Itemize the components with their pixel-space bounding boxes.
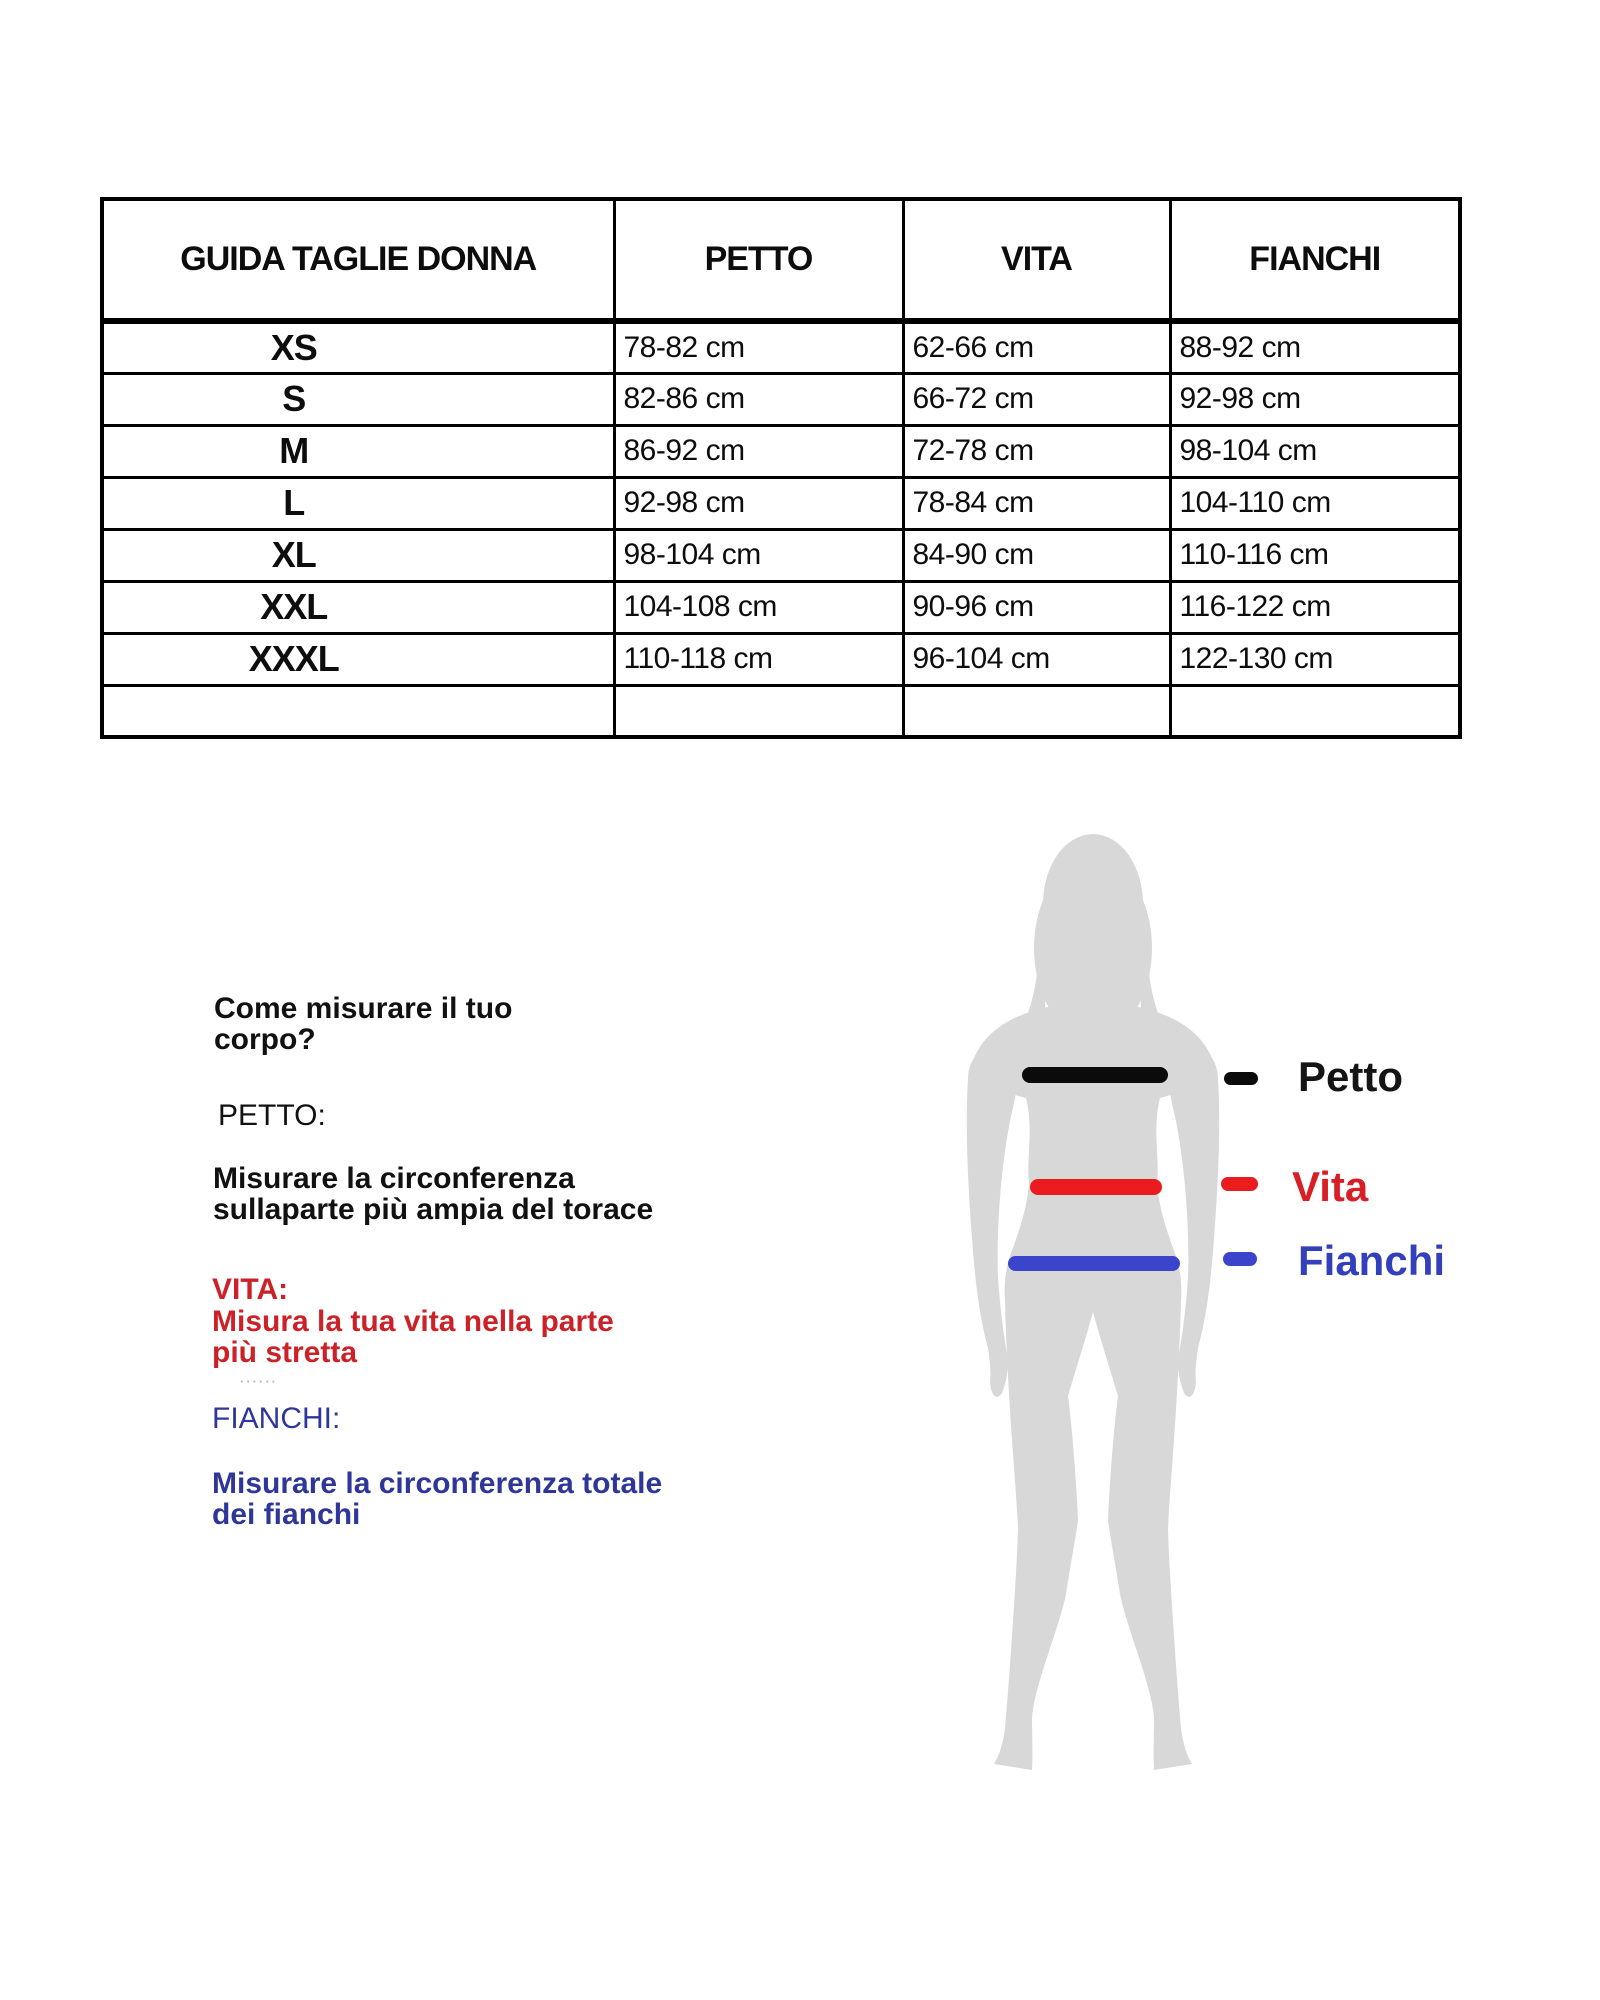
petto-legend-label: Petto	[1298, 1053, 1403, 1100]
vita-cell: 78-84 cm	[903, 477, 1170, 529]
vita-cell: 62-66 cm	[903, 321, 1170, 373]
vita-cell: 84-90 cm	[903, 529, 1170, 581]
size-table-row	[102, 425, 1460, 477]
size-cell: XXXL	[102, 633, 614, 685]
fianchi-cell: 122-130 cm	[1170, 633, 1460, 685]
petto-cell: 98-104 cm	[614, 529, 903, 581]
fianchi-cell: 110-116 cm	[1170, 529, 1460, 581]
petto-cell: 104-108 cm	[614, 581, 903, 633]
table-header-fianchi: FIANCHI	[1170, 199, 1460, 321]
size-table-row	[102, 581, 1460, 633]
table-header-guide: GUIDA TAGLIE DONNA	[102, 199, 614, 321]
heading-line-1: Come misurare il tuo	[214, 992, 513, 1025]
fianchi-cell	[1170, 685, 1460, 737]
petto-section-label: PETTO:	[218, 1099, 326, 1132]
size-table-row	[102, 373, 1460, 425]
vita-desc-line-2: più stretta	[212, 1336, 358, 1369]
table-header-petto: PETTO	[614, 199, 903, 321]
vita-section-label: VITA:	[212, 1273, 289, 1306]
size-table-header-row	[102, 199, 1460, 321]
vita-section-description	[212, 1306, 614, 1368]
size-table-row	[102, 529, 1460, 581]
size-table-row	[102, 321, 1460, 373]
chest-measure-line	[1022, 1067, 1168, 1083]
dotted-artifact: ······	[240, 1374, 278, 1389]
size-table-row	[102, 633, 1460, 685]
size-cell: L	[102, 477, 614, 529]
fianchi-cell: 92-98 cm	[1170, 373, 1460, 425]
instructions-heading	[214, 993, 512, 1055]
size-cell: XS	[102, 321, 614, 373]
petto-section-description	[213, 1163, 653, 1225]
table-header-vita: VITA	[903, 199, 1170, 321]
fianchi-section-description	[212, 1468, 662, 1530]
size-cell: M	[102, 425, 614, 477]
fianchi-desc-line-2: dei fianchi	[212, 1498, 361, 1531]
size-cell: XL	[102, 529, 614, 581]
petto-desc-line-2: sullaparte più ampia del torace	[213, 1193, 654, 1226]
vita-desc-line-1: Misura la tua vita nella parte	[212, 1305, 614, 1338]
petto-desc-line-1: Misurare la circonferenza	[213, 1162, 575, 1195]
petto-cell	[614, 685, 903, 737]
size-cell	[102, 685, 614, 737]
waist-measure-line	[1030, 1179, 1162, 1195]
fianchi-section-label: FIANCHI:	[212, 1402, 341, 1435]
petto-cell: 110-118 cm	[614, 633, 903, 685]
size-table	[100, 197, 1462, 739]
fianchi-desc-line-1: Misurare la circonferenza totale	[212, 1467, 663, 1500]
size-cell: XXL	[102, 581, 614, 633]
fianchi-cell: 104-110 cm	[1170, 477, 1460, 529]
vita-legend-dash	[1221, 1177, 1258, 1191]
fianchi-cell: 88-92 cm	[1170, 321, 1460, 373]
vita-cell	[903, 685, 1170, 737]
size-table-row	[102, 685, 1460, 737]
vita-legend-label: Vita	[1292, 1163, 1369, 1210]
heading-line-2: corpo?	[214, 1023, 316, 1056]
size-cell: S	[102, 373, 614, 425]
petto-legend-dash	[1224, 1072, 1258, 1085]
petto-cell: 82-86 cm	[614, 373, 903, 425]
fianchi-legend-dash	[1223, 1252, 1257, 1266]
fianchi-legend-label: Fianchi	[1298, 1237, 1446, 1284]
petto-cell: 92-98 cm	[614, 477, 903, 529]
woman-silhouette	[960, 826, 1226, 1782]
petto-cell: 86-92 cm	[614, 425, 903, 477]
fianchi-cell: 116-122 cm	[1170, 581, 1460, 633]
vita-cell: 66-72 cm	[903, 373, 1170, 425]
vita-cell: 90-96 cm	[903, 581, 1170, 633]
hips-measure-line	[1008, 1256, 1180, 1271]
size-table-row	[102, 477, 1460, 529]
vita-cell: 96-104 cm	[903, 633, 1170, 685]
petto-cell: 78-82 cm	[614, 321, 903, 373]
vita-cell: 72-78 cm	[903, 425, 1170, 477]
fianchi-cell: 98-104 cm	[1170, 425, 1460, 477]
